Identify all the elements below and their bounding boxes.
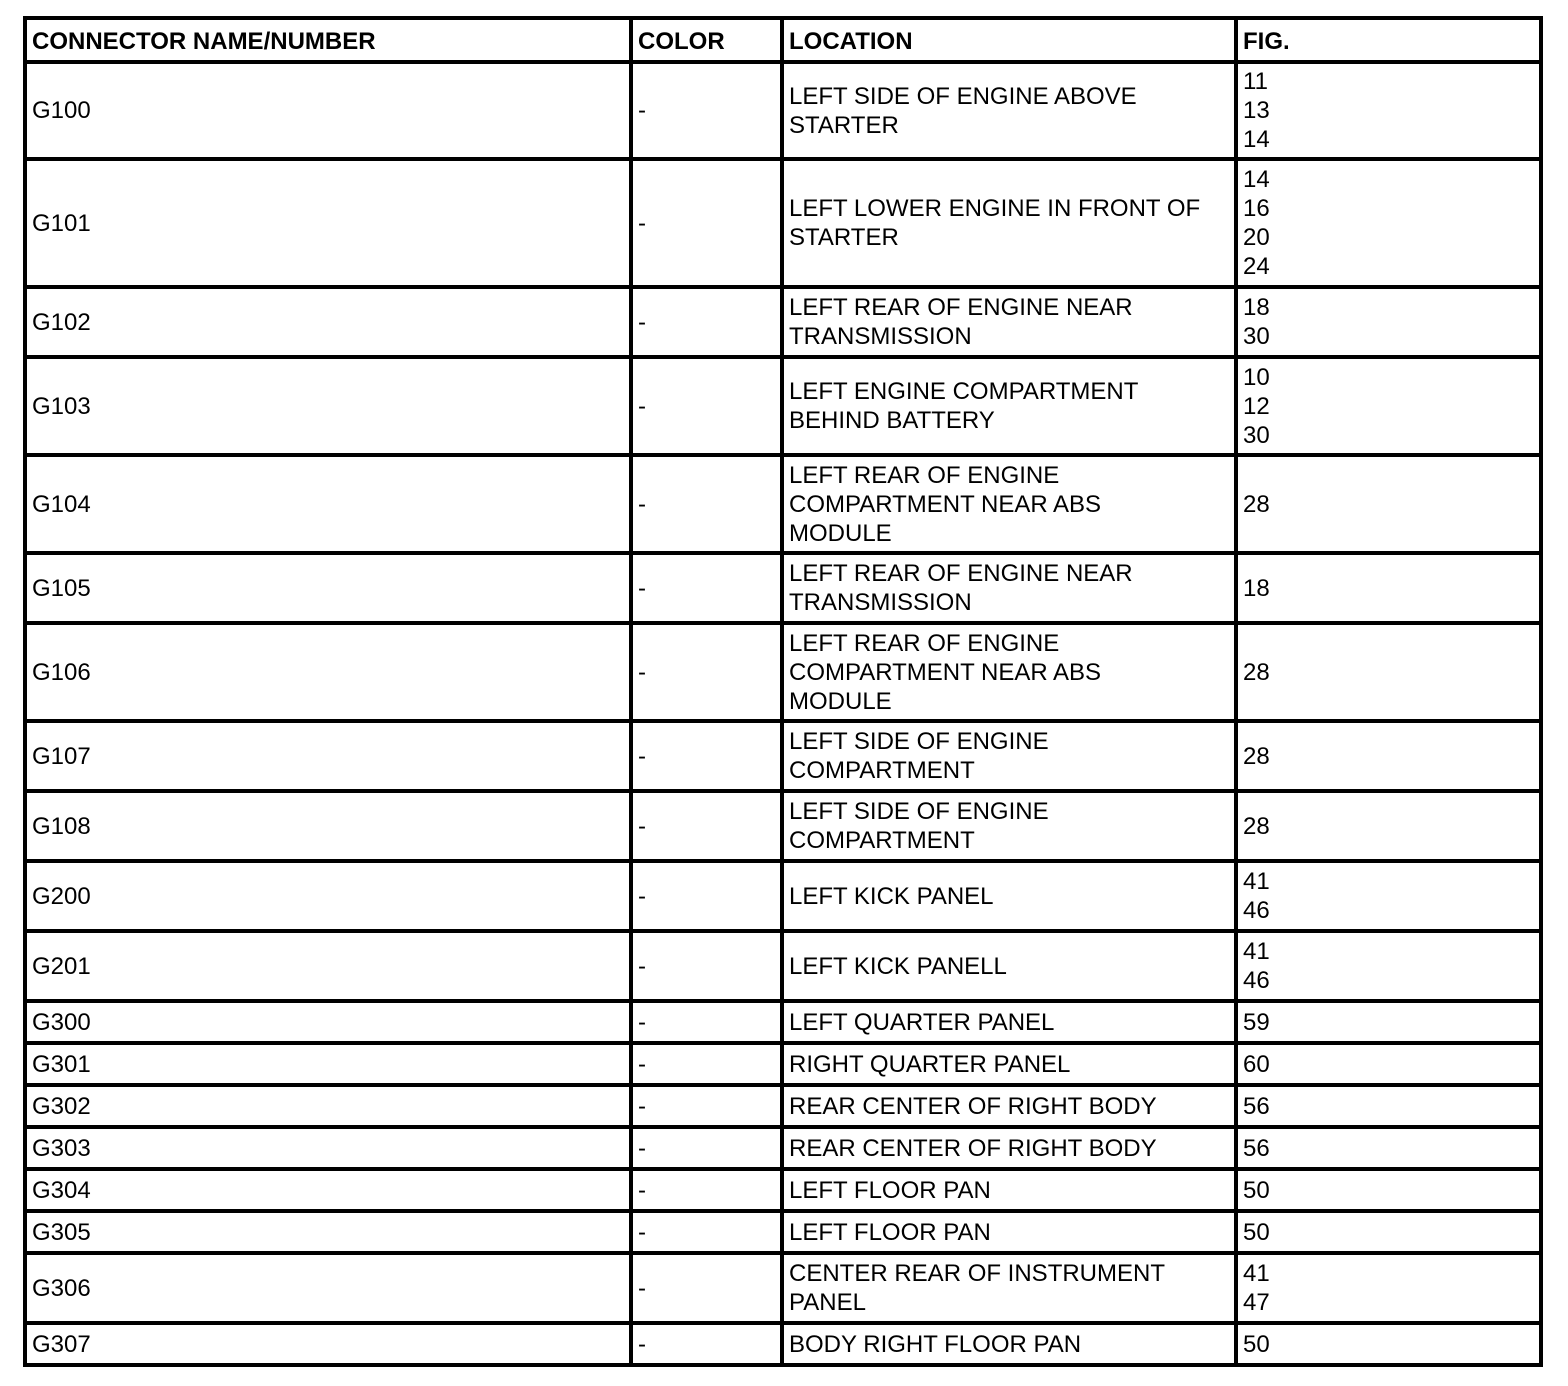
location-line: MODULE: [789, 687, 892, 715]
table-row: [25, 1085, 1541, 1127]
location-cell: [782, 1127, 1236, 1169]
location-line: PANEL: [789, 1289, 866, 1316]
color-cell: -: [631, 1253, 782, 1323]
color-cell: -: [631, 159, 782, 287]
fig-number: 12: [1243, 392, 1270, 420]
location-line: REAR CENTER OF RIGHT BODY: [789, 1134, 1157, 1162]
location-line: LEFT SIDE OF ENGINE: [789, 728, 1049, 755]
header-color: COLOR: [631, 18, 782, 62]
connector-name-cell: G304: [25, 1169, 631, 1211]
fig-cell: [1236, 287, 1541, 357]
table-row: [25, 791, 1541, 861]
fig-cell: [1236, 357, 1541, 455]
fig-cell: [1236, 623, 1541, 721]
location-cell: [782, 1001, 1236, 1043]
fig-number: 46: [1243, 897, 1270, 924]
color-cell: -: [631, 1085, 782, 1127]
fig-number: 13: [1243, 97, 1270, 124]
location-cell: [782, 159, 1236, 287]
fig-number: 28: [1243, 812, 1270, 840]
location-cell: [782, 721, 1236, 791]
fig-number: 50: [1243, 1330, 1270, 1358]
table-row: [25, 62, 1541, 159]
location-line: LEFT FLOOR PAN: [789, 1176, 991, 1204]
connector-name-cell: G307: [25, 1323, 631, 1365]
table-row: [25, 1323, 1541, 1365]
location-line: LEFT QUARTER PANEL: [789, 1008, 1055, 1036]
color-cell: -: [631, 1001, 782, 1043]
fig-cell: [1236, 1253, 1541, 1323]
fig-cell: [1236, 159, 1541, 287]
location-line: COMPARTMENT: [789, 757, 975, 784]
fig-cell: [1236, 1043, 1541, 1085]
connector-name-cell: G107: [25, 721, 631, 791]
location-cell: [782, 287, 1236, 357]
header-row: [25, 18, 1541, 62]
location-line: STARTER: [789, 111, 899, 139]
fig-number: 28: [1243, 742, 1270, 770]
fig-number: 41: [1243, 1260, 1270, 1287]
location-cell: [782, 791, 1236, 861]
connector-name-cell: G103: [25, 357, 631, 455]
table-row: [25, 553, 1541, 623]
color-cell: -: [631, 791, 782, 861]
location-line: LEFT REAR OF ENGINE: [789, 461, 1060, 489]
connector-name-cell: G101: [25, 159, 631, 287]
color-cell: -: [631, 1169, 782, 1211]
fig-cell: [1236, 1001, 1541, 1043]
location-cell: [782, 1253, 1236, 1323]
table-row: [25, 287, 1541, 357]
header-fig: FIG.: [1236, 18, 1541, 62]
table-body: [25, 62, 1541, 1365]
location-cell: [782, 1211, 1236, 1253]
location-cell: [782, 62, 1236, 159]
fig-cell: [1236, 931, 1541, 1001]
fig-number: 10: [1243, 363, 1270, 391]
fig-number: 30: [1243, 421, 1270, 449]
fig-number: 56: [1243, 1134, 1270, 1162]
location-cell: [782, 1323, 1236, 1365]
color-cell: -: [631, 1323, 782, 1365]
location-line: LEFT KICK PANELL: [789, 952, 1007, 980]
location-line: LEFT LOWER ENGINE IN FRONT OF: [789, 195, 1201, 222]
location-line: LEFT SIDE OF ENGINE ABOVE: [789, 82, 1137, 110]
connector-name-cell: G201: [25, 931, 631, 1001]
fig-cell: [1236, 861, 1541, 931]
fig-cell: [1236, 1211, 1541, 1253]
connector-name-cell: G301: [25, 1043, 631, 1085]
location-cell: [782, 357, 1236, 455]
connector-name-cell: G300: [25, 1001, 631, 1043]
location-line: COMPARTMENT NEAR ABS: [789, 658, 1102, 686]
color-cell: -: [631, 861, 782, 931]
fig-number: 50: [1243, 1176, 1270, 1204]
fig-number: 14: [1243, 166, 1270, 193]
fig-number: 50: [1243, 1218, 1270, 1246]
table-row: [25, 1253, 1541, 1323]
connector-name-cell: G200: [25, 861, 631, 931]
color-cell: -: [631, 287, 782, 357]
color-cell: -: [631, 721, 782, 791]
fig-number: 30: [1243, 323, 1270, 350]
connector-table: [23, 16, 1543, 1367]
location-line: REAR CENTER OF RIGHT BODY: [789, 1092, 1157, 1120]
location-line: BODY RIGHT FLOOR PAN: [789, 1330, 1082, 1358]
location-line: LEFT ENGINE COMPARTMENT: [789, 378, 1139, 405]
location-line: CENTER REAR OF INSTRUMENT: [789, 1260, 1166, 1287]
location-cell: [782, 861, 1236, 931]
fig-number: 28: [1243, 490, 1270, 518]
table-row: [25, 1169, 1541, 1211]
fig-number: 60: [1243, 1050, 1270, 1078]
table-row: [25, 623, 1541, 721]
location-cell: [782, 623, 1236, 721]
color-cell: -: [631, 357, 782, 455]
fig-number: 59: [1243, 1008, 1270, 1036]
location-cell: [782, 553, 1236, 623]
table-row: [25, 1001, 1541, 1043]
location-cell: [782, 1169, 1236, 1211]
connector-name-cell: G100: [25, 62, 631, 159]
location-line: LEFT FLOOR PAN: [789, 1218, 991, 1246]
location-line: LEFT KICK PANEL: [789, 882, 994, 910]
fig-cell: [1236, 1323, 1541, 1365]
color-cell: -: [631, 931, 782, 1001]
location-line: LEFT REAR OF ENGINE: [789, 629, 1060, 657]
table-row: [25, 721, 1541, 791]
fig-number: 47: [1243, 1289, 1270, 1316]
fig-number: 41: [1243, 868, 1270, 895]
connector-name-cell: G106: [25, 623, 631, 721]
fig-number: 20: [1243, 224, 1270, 251]
location-line: LEFT REAR OF ENGINE NEAR: [789, 560, 1133, 587]
location-cell: [782, 1043, 1236, 1085]
connector-name-cell: G303: [25, 1127, 631, 1169]
fig-cell: [1236, 791, 1541, 861]
fig-number: 46: [1243, 967, 1270, 994]
color-cell: -: [631, 1043, 782, 1085]
color-cell: -: [631, 1211, 782, 1253]
color-cell: -: [631, 553, 782, 623]
fig-number: 18: [1243, 294, 1270, 321]
location-line: LEFT SIDE OF ENGINE: [789, 798, 1049, 825]
fig-number: 56: [1243, 1092, 1270, 1120]
header-location: LOCATION: [782, 18, 1236, 62]
table-row: [25, 1043, 1541, 1085]
fig-cell: [1236, 1127, 1541, 1169]
fig-cell: [1236, 721, 1541, 791]
location-line: MODULE: [789, 519, 892, 547]
connector-name-cell: G302: [25, 1085, 631, 1127]
header-connector-name: CONNECTOR NAME/NUMBER: [25, 18, 631, 62]
fig-number: 14: [1243, 126, 1270, 153]
table-row: [25, 1211, 1541, 1253]
location-cell: [782, 1085, 1236, 1127]
fig-number: 11: [1243, 68, 1268, 95]
connector-name-cell: G305: [25, 1211, 631, 1253]
table-row: [25, 931, 1541, 1001]
connector-name-cell: G306: [25, 1253, 631, 1323]
fig-number: 41: [1243, 938, 1270, 965]
color-cell: -: [631, 1127, 782, 1169]
fig-cell: [1236, 455, 1541, 553]
table-row: [25, 357, 1541, 455]
color-cell: -: [631, 455, 782, 553]
fig-number: 16: [1243, 195, 1270, 222]
location-line: COMPARTMENT NEAR ABS: [789, 490, 1102, 518]
table-row: [25, 1127, 1541, 1169]
location-cell: [782, 931, 1236, 1001]
fig-number: 28: [1243, 658, 1270, 686]
color-cell: -: [631, 623, 782, 721]
location-line: TRANSMISSION: [789, 589, 972, 616]
color-cell: -: [631, 62, 782, 159]
table-row: [25, 159, 1541, 287]
location-line: COMPARTMENT: [789, 827, 975, 854]
fig-cell: [1236, 1169, 1541, 1211]
location-line: STARTER: [789, 224, 899, 251]
table-row: [25, 455, 1541, 553]
fig-number: 24: [1243, 253, 1270, 280]
fig-number: 18: [1243, 574, 1270, 602]
connector-name-cell: G104: [25, 455, 631, 553]
fig-cell: [1236, 553, 1541, 623]
location-line: LEFT REAR OF ENGINE NEAR: [789, 294, 1133, 321]
location-line: RIGHT QUARTER PANEL: [789, 1050, 1071, 1078]
location-line: BEHIND BATTERY: [789, 407, 995, 434]
location-line: TRANSMISSION: [789, 323, 972, 350]
table-row: [25, 861, 1541, 931]
connector-name-cell: G102: [25, 287, 631, 357]
location-cell: [782, 455, 1236, 553]
fig-cell: [1236, 1085, 1541, 1127]
fig-cell: [1236, 62, 1541, 159]
connector-name-cell: G105: [25, 553, 631, 623]
connector-name-cell: G108: [25, 791, 631, 861]
